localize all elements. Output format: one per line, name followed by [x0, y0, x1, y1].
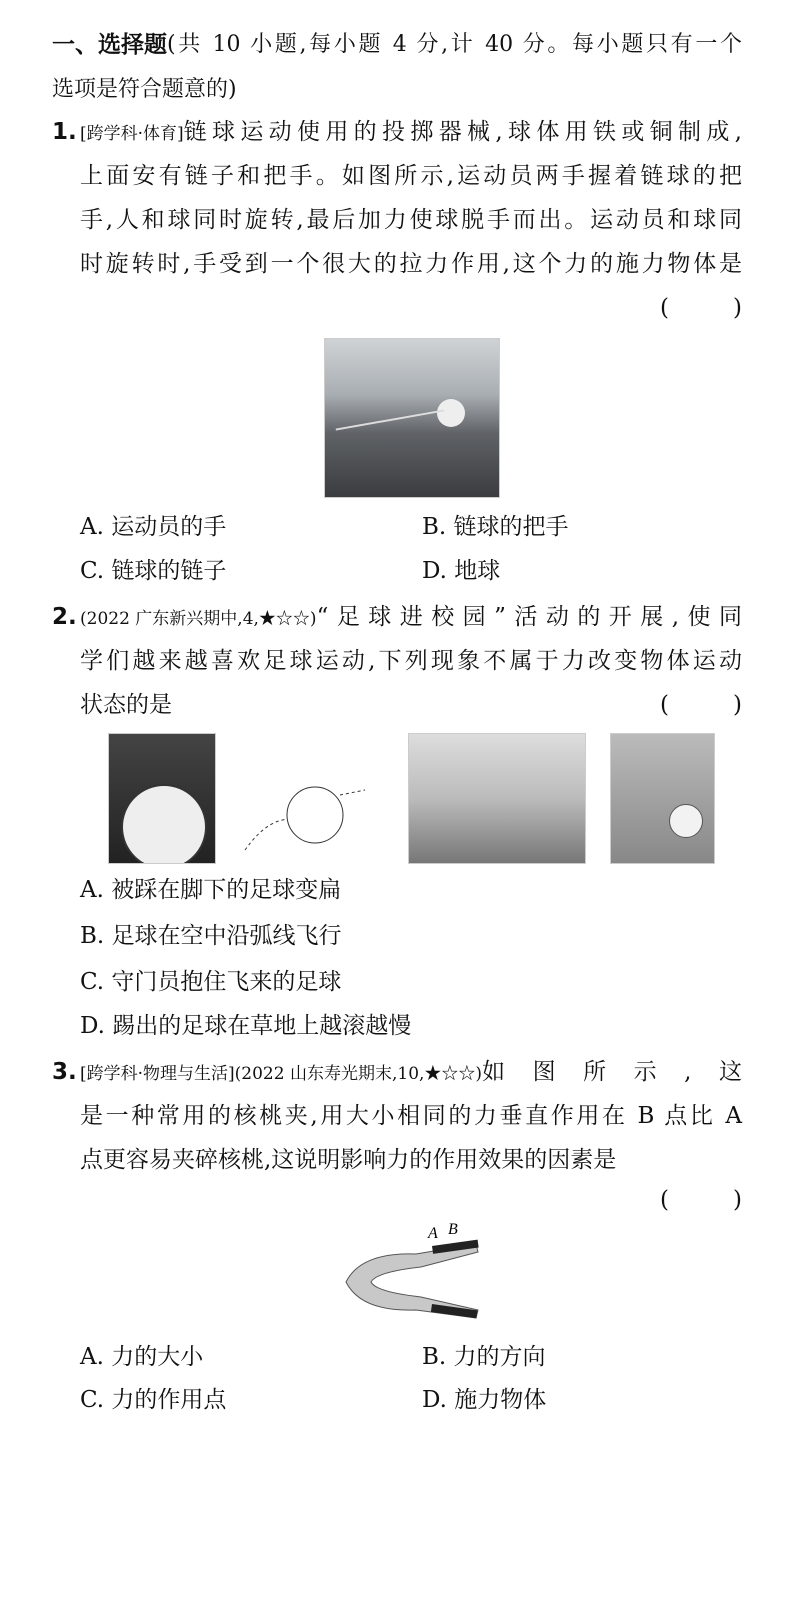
option-a[interactable]: A. 力的大小: [80, 1344, 204, 1370]
option-d[interactable]: D. 地球: [422, 558, 501, 584]
q3-line-1: [52, 1056, 742, 1090]
question-text: 学们越来越喜欢足球运动,下列现象不属于力改变物体运动: [80, 648, 742, 674]
question-text: 链球运动使用的投掷器械,球体用铁或铜制成,: [183, 119, 742, 145]
question-tag: [跨学科·体育]: [80, 124, 184, 144]
option-c[interactable]: C. 守门员抱住飞来的足球: [80, 969, 342, 995]
option-b[interactable]: B. 链球的把手: [422, 514, 569, 540]
option-c[interactable]: C. 链球的链子: [80, 558, 227, 584]
paren: (: [660, 1187, 669, 1213]
answer-blank[interactable]: [660, 292, 742, 324]
question-text: 上面安有链子和把手。如图所示,运动员两手握着链球的把: [80, 163, 742, 189]
option-a[interactable]: A. 被踩在脚下的足球变扁: [80, 877, 342, 903]
paren: (: [660, 692, 669, 718]
option-c[interactable]: C. 力的作用点: [80, 1387, 227, 1413]
paren: (: [660, 295, 669, 321]
question-tag: (2022 广东新兴期中,4,★☆☆): [80, 609, 317, 629]
hammer-throw-photo: [324, 338, 500, 498]
stepped-ball-photo: [108, 733, 216, 864]
question-text: 点更容易夹碎核桃,这说明影响力的作用效果的因素是: [80, 1147, 617, 1173]
point-a-label: A: [428, 1225, 438, 1242]
paren: ): [733, 295, 742, 321]
answer-blank[interactable]: [660, 1184, 742, 1216]
paren: ): [733, 1187, 742, 1213]
option-d[interactable]: D. 踢出的足球在草地上越滚越慢: [80, 1013, 412, 1039]
option-a[interactable]: A. 运动员的手: [80, 514, 227, 540]
question-number: 2.: [52, 604, 77, 630]
question-text: 手,人和球同时旋转,最后加力使球脱手而出。运动员和球同: [80, 207, 742, 233]
point-b-label: B: [448, 1222, 458, 1238]
option-b[interactable]: B. 力的方向: [422, 1344, 546, 1370]
question-text: 是一种常用的核桃夹,用大小相同的力垂直作用在 B 点比 A: [80, 1103, 742, 1129]
question-source: (2022 山东寿光期末,10,★☆☆): [234, 1064, 483, 1084]
option-d[interactable]: D. 施力物体: [422, 1387, 547, 1413]
section-desc: (共 10 小题,每小题 4 分,计 40 分。每小题只有一个: [167, 32, 742, 57]
kick-ball-photo: [610, 733, 715, 864]
question-text: 状态的是: [80, 692, 172, 718]
section-title: 一、选择题: [52, 32, 167, 58]
ball-arc-illustration: [240, 775, 370, 855]
q2-line-1: [52, 601, 742, 635]
question-text: “足球进校园”活动的开展,使同: [316, 604, 742, 630]
goalkeeper-photo: [408, 733, 586, 864]
option-b[interactable]: B. 足球在空中沿弧线飞行: [80, 923, 342, 949]
section-desc-2: 选项是符合题意的): [52, 77, 237, 102]
question-tag: [跨学科·物理与生活]: [80, 1064, 235, 1084]
section-header: [52, 29, 742, 61]
question-text: 时旋转时,手受到一个很大的拉力作用,这个力的施力物体是: [80, 251, 742, 277]
question-number: 1.: [52, 119, 77, 145]
question-number: 3.: [52, 1059, 77, 1085]
nutcracker-illustration: [336, 1222, 486, 1327]
answer-blank[interactable]: [660, 689, 742, 721]
q1-line-1: [52, 116, 742, 150]
question-text: 如图所示,这: [482, 1059, 742, 1085]
paren: ): [733, 692, 742, 718]
